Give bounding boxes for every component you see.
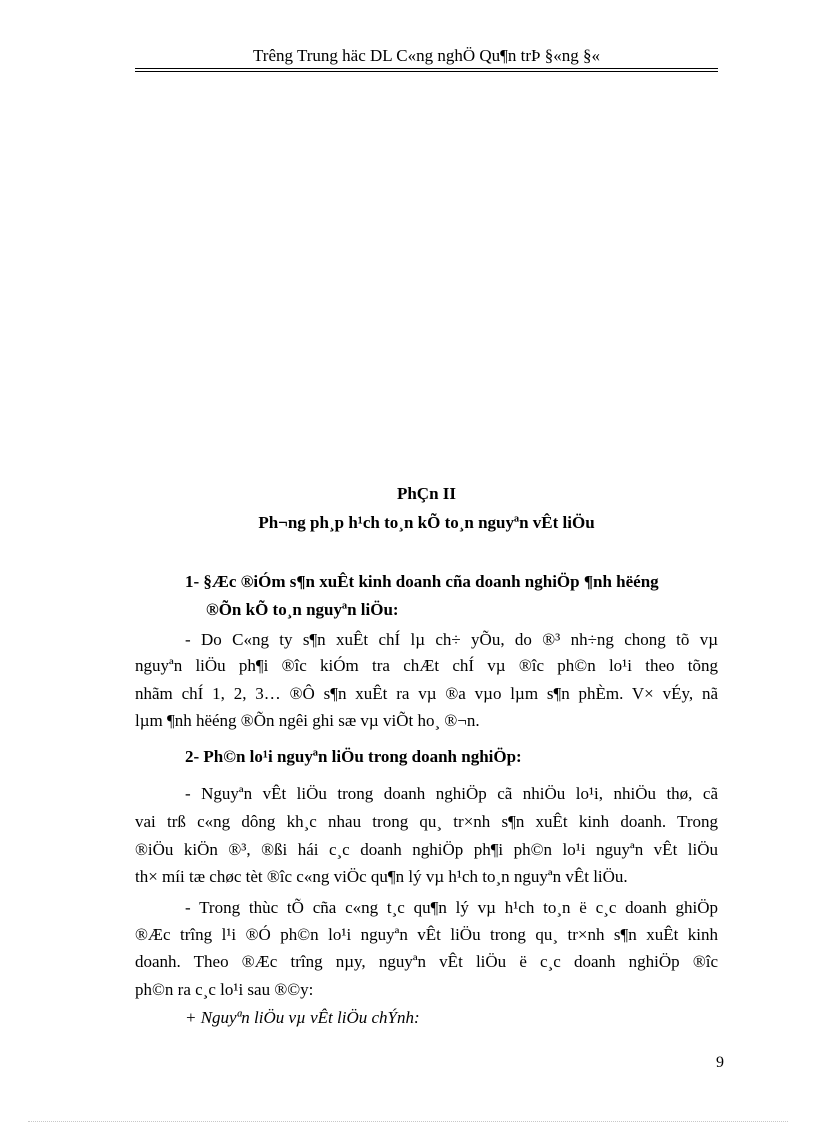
page-number: 9 [716, 1054, 724, 1071]
paragraph-3-line: ®Æc trîng l¹i ®Ó ph©n lo¹i nguyªn vÊt liÖu trong qu¸ tr×nh s¶n xuÊt kinh [135, 925, 718, 944]
paragraph-3-line: ph©n ra c¸c lo¹i sau ®©y: [135, 980, 314, 999]
list-item-raw-materials: + Nguyªn liÖu vµ vÊt liÖu chÝnh: [185, 1008, 420, 1027]
paragraph-1-line: lµm ¶nh hëéng ®Õn ngêi ghi sæ vµ viÕt ho¸ ®¬n. [135, 711, 480, 730]
paragraph-3-line: doanh. Theo ®Æc trîng nµy, nguyªn vÊt liÖu ë c¸c doanh nghiÖp ®îc [135, 952, 718, 971]
part-title: PhÇn II [396, 484, 457, 503]
paragraph-2-line: ®iÖu kiÖn ®³, ®ßi hái c¸c doanh nghiÖp ph¶i ph©n lo¹i nguyªn vÊt liÖu [135, 840, 718, 859]
page-bottom-border [28, 1121, 788, 1122]
header-rule-top [135, 68, 718, 69]
heading-1-line-1: 1- §Æc ®iÓm s¶n xuÊt kinh doanh cña doanh nghiÖp ¶nh hëéng [185, 572, 659, 591]
header-rule-bottom [135, 71, 718, 72]
heading-1-line-2: ®Õn kÕ to¸n nguyªn liÖu: [206, 600, 399, 619]
chapter-title: Ph¬ng ph¸p h¹ch to¸n kÕ to¸n nguyªn vÊt liÖu [258, 513, 595, 532]
running-header: Trêng Trung häc DL C«ng nghÖ Qu¶n trÞ §«ng §« [253, 46, 600, 65]
paragraph-3-line: - Trong thùc tÕ cña c«ng t¸c qu¶n lý vµ h¹ch to¸n ë c¸c doanh ghiÖp [185, 898, 718, 917]
paragraph-1-line: nhãm chÍ 1, 2, 3… ®Ô s¶n xuÊt ra vµ ®a vµo lµm s¶n phÈm. V× vÉy, nã [135, 684, 718, 703]
heading-2: 2- Ph©n lo¹i nguyªn liÖu trong doanh nghiÖp: [185, 747, 522, 766]
paragraph-2-line: vai trß c«ng dông kh¸c nhau trong qu¸ tr×nh s¶n xuÊt kinh doanh. Trong [135, 812, 718, 831]
paragraph-2-line: th× míi tæ chøc tèt ®îc c«ng viÖc qu¶n lý vµ h¹ch to¸n nguyªn vÊt liÖu. [135, 867, 628, 886]
paragraph-2-line: - Nguyªn vÊt liÖu trong doanh nghiÖp cã nhiÖu lo¹i, nhiÖu thø, cã [185, 784, 718, 803]
paragraph-1-line: - Do C«ng ty s¶n xuÊt chÍ lµ ch÷ yÕu, do ®³ nh÷ng chong tõ vµ [185, 630, 718, 649]
paragraph-1-line: nguyªn liÖu ph¶i ®îc kiÓm tra chÆt chÍ vµ ®îc ph©n lo¹i theo tõng [135, 656, 718, 675]
